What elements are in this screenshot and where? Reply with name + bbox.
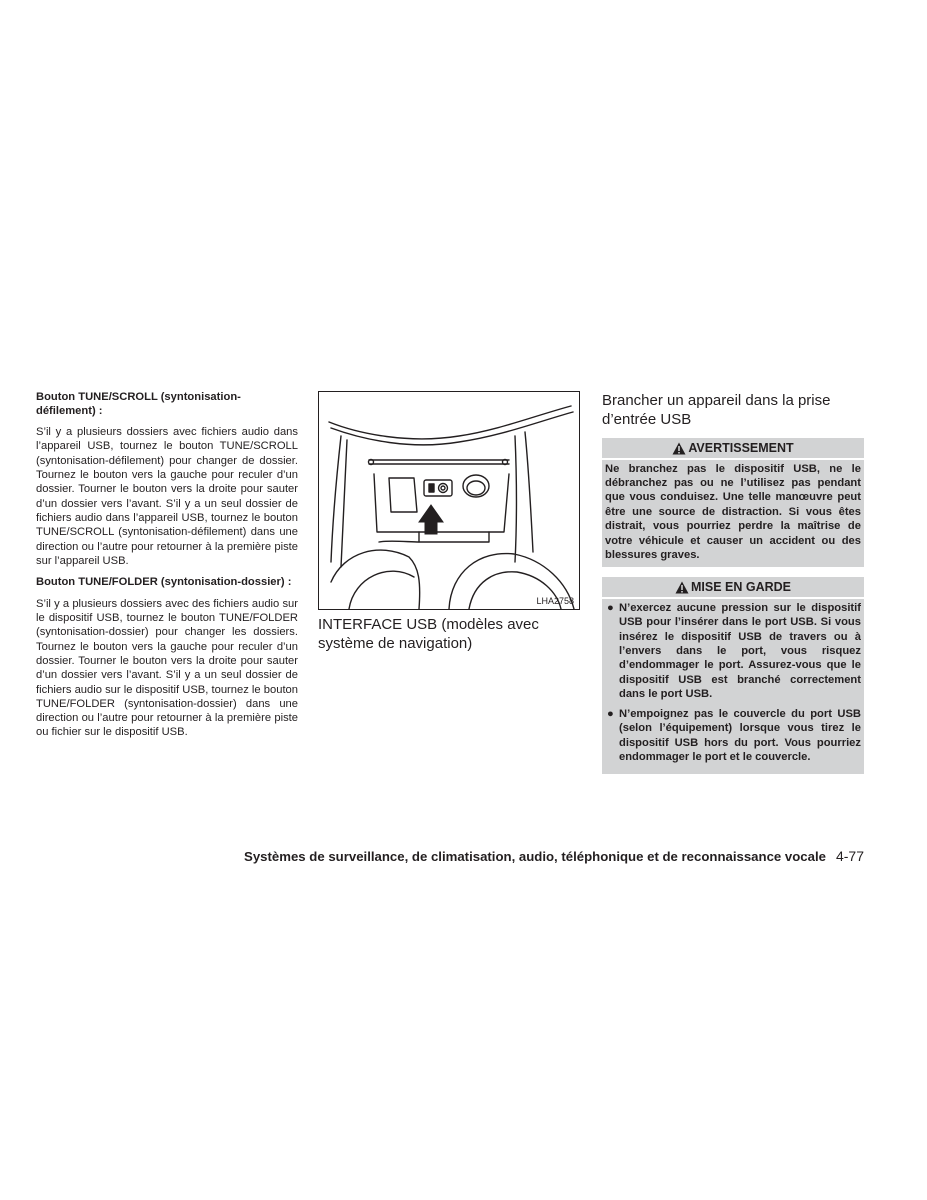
caution-title: MISE EN GARDE xyxy=(690,580,791,595)
caution-item xyxy=(605,601,861,702)
caution-item-text: N’empoignez pas le couvercle du port USB (selon l’équipement) lorsque vous tirez le dispositif USB hors du port. Vous pourriez endommager le port et le couvercle. xyxy=(619,707,861,763)
tune-folder-text: S’il y a plusieurs dossiers avec des fichiers audio sur le dispositif USB, tournez le bouton TUNE/FOLDER (syntonisation-dossier) pour changer les dossiers. Tournez le bouton vers la gauche pour reculer d’un dossier. Tourner le bouton vers la droite pour sauter d’un dossier vers l’avant. S’il y a un seul dossier de fichiers audio sur le dispositif USB, tournez le bouton TUNE/FOLDER (syntonisation-dossier) dans une direction ou l’autre pour retourner à la première piste ou fichier sur le dispositif USB. xyxy=(36,597,298,739)
tune-folder-heading: Bouton TUNE/FOLDER (syntonisation-dossier) : xyxy=(36,576,292,589)
figure-caption: INTERFACE USB (modèles avec système de navigation) xyxy=(318,616,539,652)
bullet-icon: ● xyxy=(607,707,614,720)
right-column xyxy=(602,391,864,784)
left-column xyxy=(36,391,298,748)
caution-divider xyxy=(602,597,864,599)
warning-title-row xyxy=(602,439,864,457)
caution-box xyxy=(602,577,864,774)
usb-console-illustration xyxy=(319,392,579,609)
tune-scroll-text: S’il y a plusieurs dossiers avec fichiers audio dans l’appareil USB, tournez le bouton TUNE/SCROLL (syntonisation-défilement) pour changer de dossier. Tournez le bouton vers la gauche pour reculer d’un dossier. Tourner le bouton vers la droite pour sauter d’un dossier vers l’avant. S’il y a un seul dossier de fichiers audio dans l’appareil USB, tournez le bouton TUNE/SCROLL (syntonisation-défilement) dans une direction ou l’autre pour retourner à la première piste sur l’appareil USB. xyxy=(36,426,298,567)
caution-list xyxy=(602,601,864,764)
usb-connect-title: Brancher un appareil dans la prise d’entrée USB xyxy=(602,392,831,428)
figure-code: LHA2758 xyxy=(536,596,574,606)
warning-box xyxy=(602,438,864,567)
warning-title: AVERTISSEMENT xyxy=(688,441,794,455)
caution-title-row xyxy=(602,578,864,596)
chapter-title: Systèmes de surveillance, de climatisation, audio, téléphonique et de reconnaissance vocale xyxy=(244,849,826,864)
page-footer xyxy=(0,848,864,864)
tune-scroll-heading: Bouton TUNE/SCROLL (syntonisation-défilement) : xyxy=(36,391,241,417)
page-number: 4-77 xyxy=(835,848,864,864)
warning-triangle-icon xyxy=(672,442,686,455)
usb-interface-figure xyxy=(318,391,580,610)
middle-column xyxy=(318,391,580,653)
warning-text: Ne branchez pas le dispositif USB, ne le débranchez pas ou ne l’utilisez pas pendant que vous conduisez. Une telle manœuvre peut être une source de distraction. Si vous êtes distrait, vous pourriez perdre la maîtrise de votre véhicule et causer un accident ou des blessures graves. xyxy=(605,462,861,561)
caution-item xyxy=(605,707,861,765)
bullet-icon: ● xyxy=(607,601,614,614)
caution-item-text: N’exercez aucune pression sur le dispositif USB pour l’insérer dans le port USB. Si vous insérez le dispositif USB de travers ou à l’envers dans le port, vous risquez d’endommager le port. Assurez-vous que le dispositif USB est branché correctement dans le port USB. xyxy=(619,601,861,701)
warning-triangle-icon xyxy=(675,581,689,594)
warning-divider xyxy=(602,458,864,460)
